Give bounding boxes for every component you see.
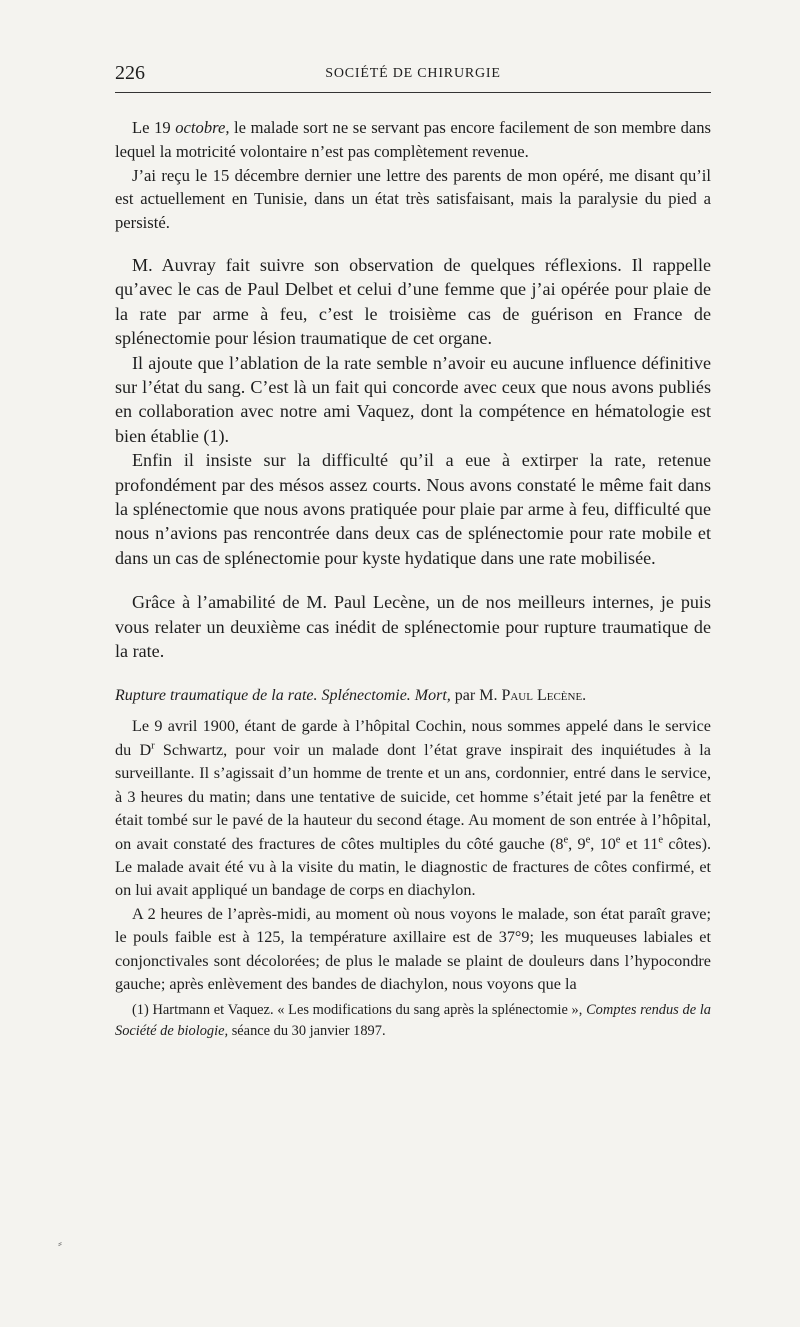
footnotes — [115, 1000, 711, 1042]
commentary — [115, 253, 711, 570]
paragraph: Enfin il insiste sur la difficulté qu’il a eue à extirper la rate, retenue profondément par des mésos assez courts. Nous avons constaté le même fait dans la splénectomie que nous avons pratiquée pour plaie par arme à feu, difficulté que nous n’avions pas rencontrée dans deux cas de splénectomie pour rate mobile et dans un cas de splénectomie pour kyste hydatique dans une rate mobilisée. — [115, 450, 711, 568]
case-report — [115, 715, 711, 996]
journal-title: Comptes rendus de la Société de biologie, — [115, 1002, 711, 1040]
page-header — [115, 62, 711, 93]
margin-mark: ⸗ — [58, 1236, 62, 1250]
paragraph: J’ai reçu le 15 décembre dernier une lettre des parents de mon opéré, me disant qu’il est actuellement en Tunisie, dans un état très satisfaisant, mais la paralysie du pied a persisté. — [115, 165, 711, 233]
paragraph: Le 19 octobre, le malade sort ne se servant pas encore facilement de son membre dans lequel la motricité volontaire n’est pas complètement revenue. — [115, 118, 711, 161]
page-number: 226 — [115, 62, 145, 84]
case-title: Rupture traumatique de la rate. Splénectomie. Mort, — [115, 687, 451, 705]
paragraph: A 2 heures de l’après-midi, au moment où nous voyons le malade, son état paraît grave; le pouls faible est à 125, la température axillaire est de 37°9; les muqueuses labiales et conjonctivales sont décolorées; de plus le malade se plaint de douleurs dans l’hypocondre gauche; après enlèvement des bandes de diachylon, nous voyons que la — [115, 904, 711, 993]
paragraph: Le 9 avril 1900, étant de garde à l’hôpital Cochin, nous sommes appelé dans le service du $D^r$ Schwartz, pour voir un malade dont l’état grave inspirait des inquiétudes à la surveillante. Il s’agissait d’un homme de trente et un ans, cordonnier, entré dans le service, à 3 heures du matin; dans une tentative de suicide, cet homme s’était jeté par la fenêtre et était tombé sur le pavé de la hauteur du second étage. Au moment de son entrée à l’hôpital, on avait constaté des fractures de côtes multiples du côté gauche (8e, 9e, 10e et 11e côtes). Le malade avait été vu à la visite du matin, le diagnostic de fractures de côtes confirmé, et on lui avait appliqué un bandage de corps en diachylon. — [115, 717, 712, 900]
footnote: (1) Hartmann et Vaquez. « Les modifications du sang après la splénectomie », Comptes rendus de la Société de biologie, séance du 30 janvier 1897. — [115, 1002, 711, 1040]
paragraph: M. Auvray fait suivre son observation de quelques réflexions. Il rappelle qu’avec le cas de Paul Delbet et celui d’une femme que j’ai opérée pour plaie de la rate par arme à feu, c’est le troisième cas de guérison en France de splénectomie pour lésion traumatique de cet organe. — [115, 254, 711, 349]
running-head: SOCIÉTÉ DE CHIRURGIE — [325, 66, 501, 81]
introduction — [115, 590, 711, 663]
case-heading: Rupture traumatique de la rate. Splénectomie. Mort, par M. Paul Lecène. — [115, 687, 587, 705]
body-text — [115, 116, 711, 1042]
paragraph: Il ajoute que l’ablation de la rate semble n’avoir eu aucune influence définitive sur l’état du sang. C’est là un fait qui concorde avec ceux que nous avons publiés en collaboration avec notre ami Vaquez, dont la compétence en hématologie est bien établie (1). — [115, 352, 711, 446]
paragraph: Grâce à l’amabilité de M. Paul Lecène, un de nos meilleurs internes, je puis vous relater un deuxième cas inédit de splénectomie pour rupture traumatique de la rate. — [115, 592, 711, 662]
case-author: Paul Lecène. — [501, 687, 587, 705]
italic-date: octobre, — [175, 118, 230, 137]
case-conclusion — [115, 116, 711, 235]
